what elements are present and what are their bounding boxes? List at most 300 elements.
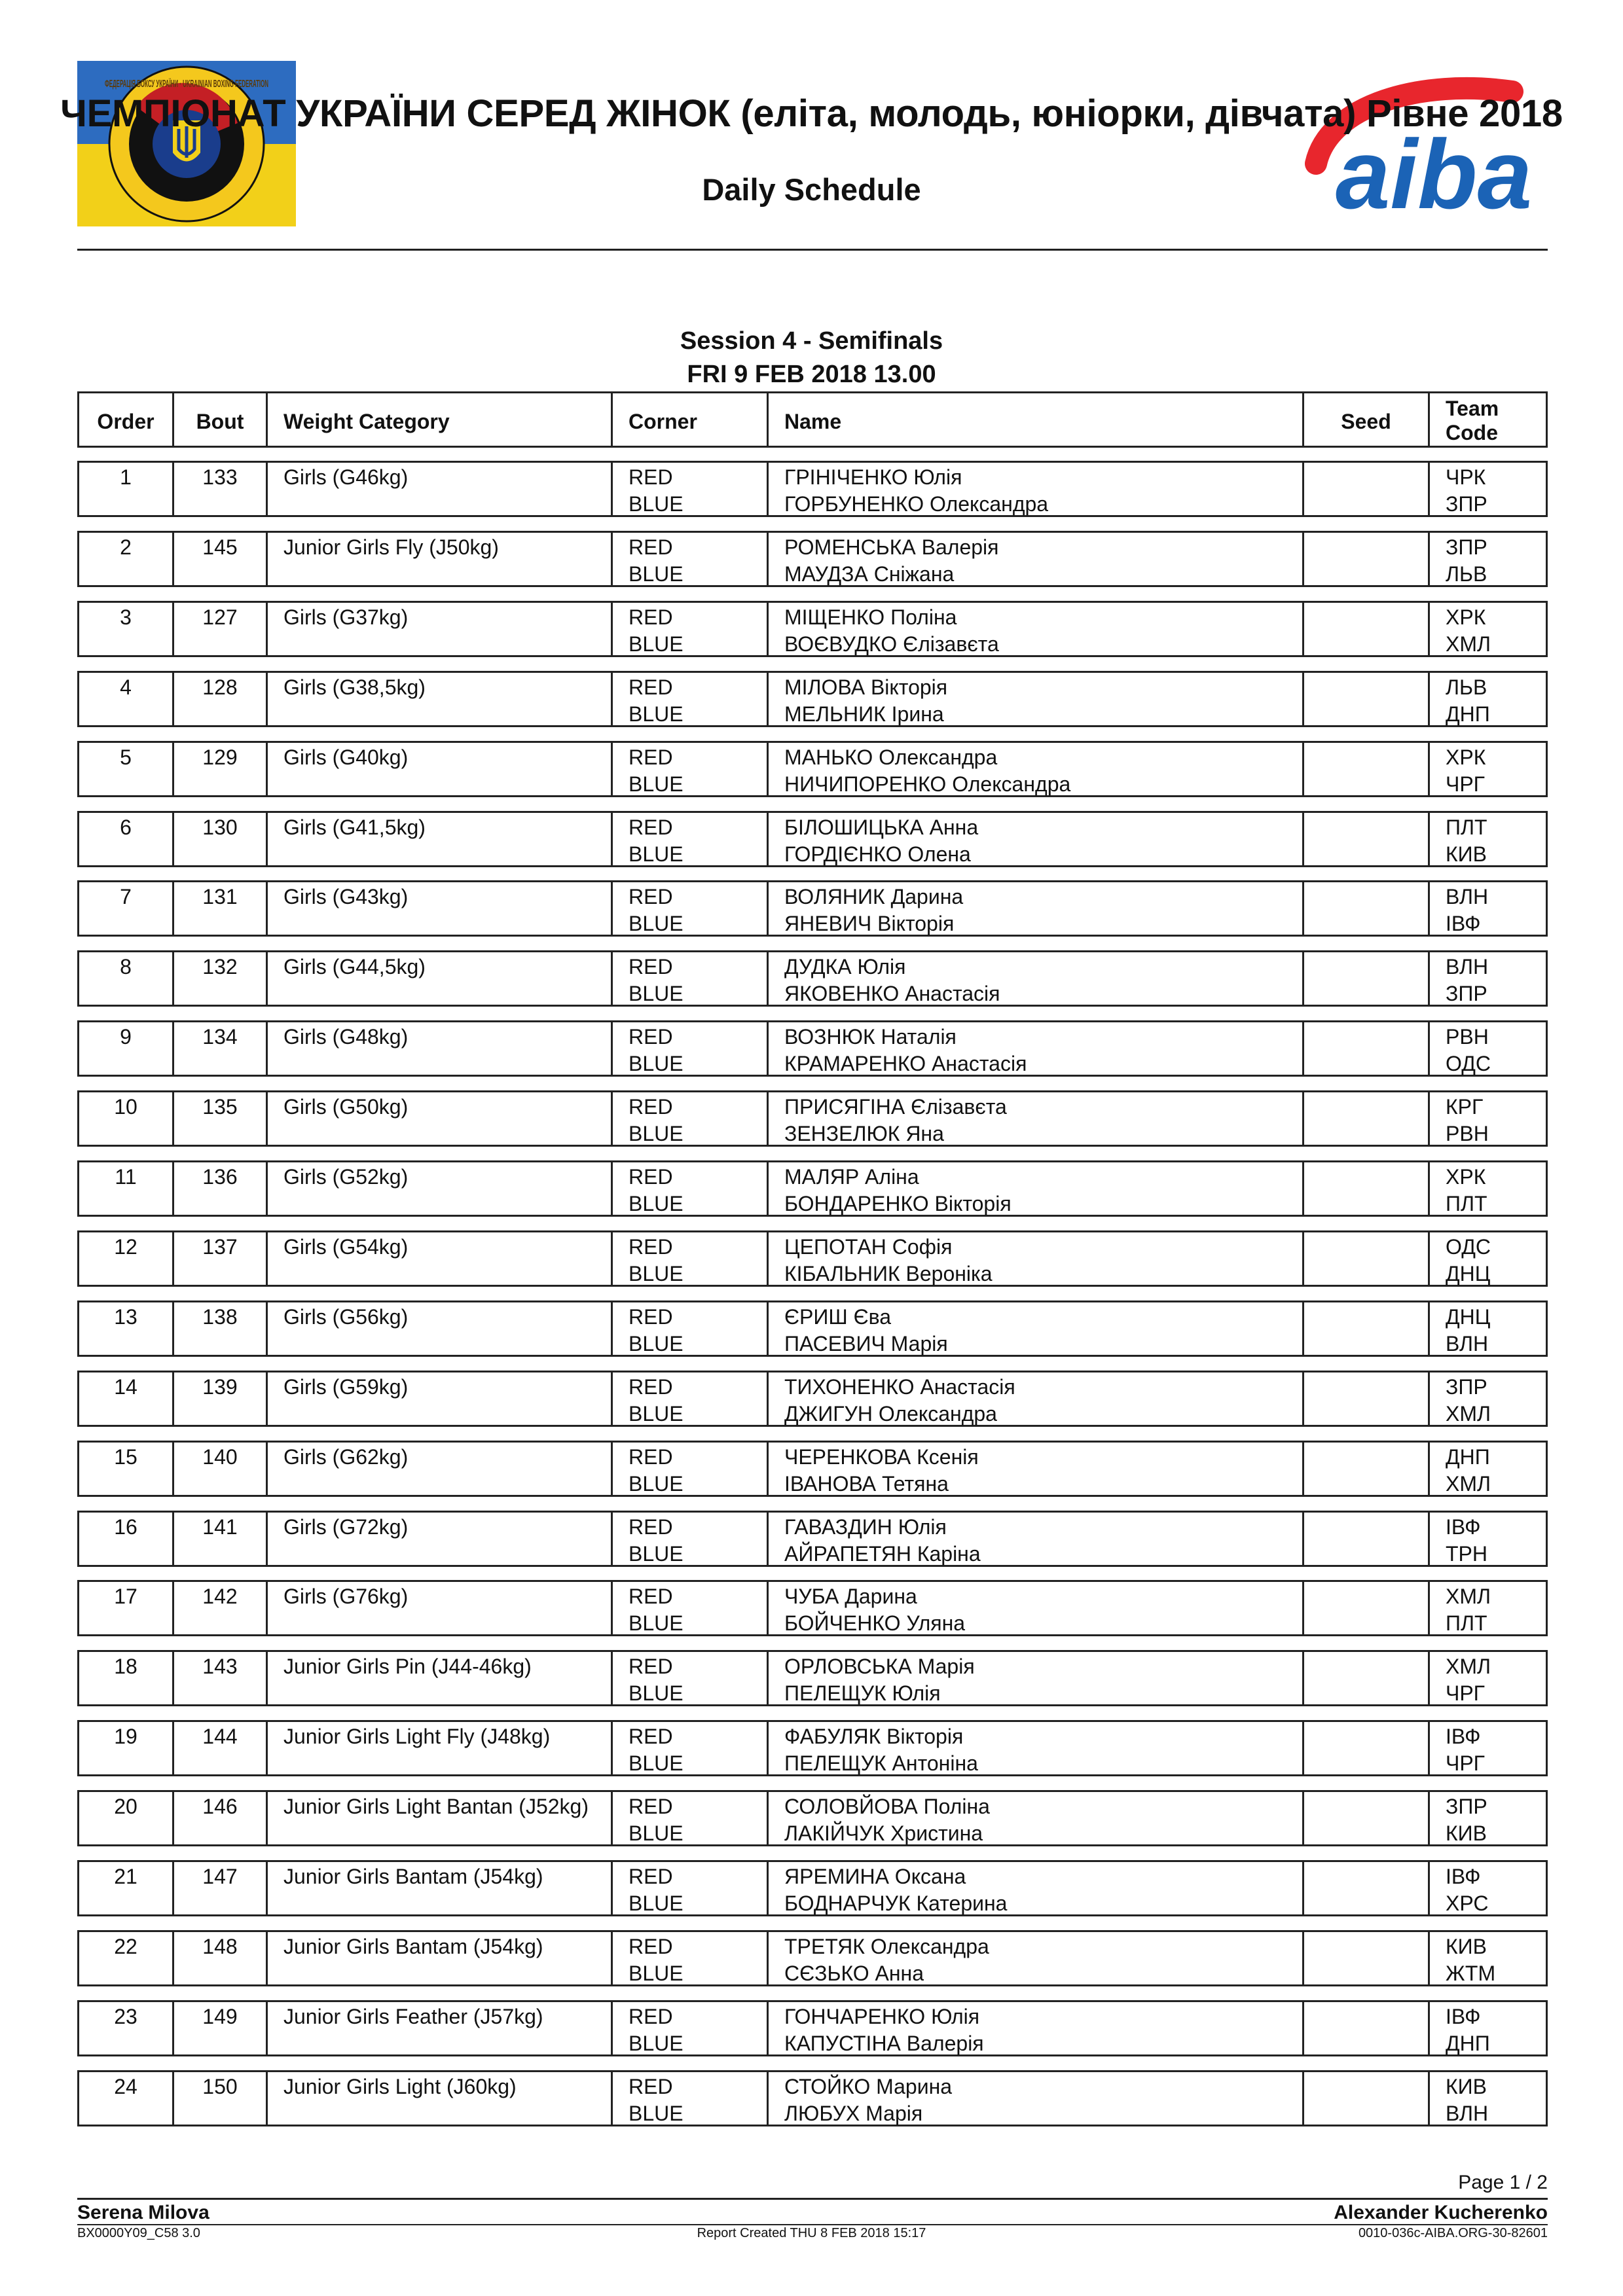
cell-weight: Girls (G44,5kg) — [283, 955, 426, 978]
blue-boxer-name: ІВАНОВА Тетяна — [784, 1472, 949, 1496]
red-boxer-name: ГАВАЗДИН Юлія — [784, 1515, 947, 1539]
seed — [1302, 533, 1428, 585]
bout-order — [79, 463, 172, 515]
bout-order — [79, 2002, 172, 2054]
corner-blue: BLUE — [629, 1472, 684, 1496]
weight-category — [266, 813, 611, 865]
bout-order — [79, 1722, 172, 1774]
blue-boxer-name: ЯКОВЕНКО Анастасія — [784, 982, 1000, 1005]
cell-bout: 133 — [202, 465, 238, 489]
cell-weight: Girls (G38,5kg) — [283, 675, 426, 699]
blue-boxer-name: БОДНАРЧУК Катерина — [784, 1892, 1008, 1915]
blue-boxer-name: АЙРАПЕТЯН Каріна — [784, 1542, 981, 1566]
seed — [1302, 2072, 1428, 2125]
corner-blue: BLUE — [629, 1611, 684, 1635]
team-codes — [1428, 1582, 1546, 1634]
cell-bout: 131 — [202, 885, 238, 908]
red-team-code: ХРК — [1446, 1165, 1486, 1189]
corner-red: RED — [629, 1165, 673, 1189]
corner-blue: BLUE — [629, 982, 684, 1005]
table-row — [77, 880, 1548, 937]
blue-boxer-name: КІБАЛЬНИК Вероніка — [784, 1262, 993, 1285]
bout-order — [79, 743, 172, 795]
corner — [611, 1092, 767, 1145]
table-row — [77, 671, 1548, 727]
team-codes — [1428, 1862, 1546, 1914]
corner-red: RED — [629, 955, 673, 978]
seed — [1302, 952, 1428, 1005]
blue-boxer-name: МЕЛЬНИК Ірина — [784, 702, 944, 726]
blue-boxer-name: ЛАКІЙЧУК Христина — [784, 1821, 983, 1845]
blue-boxer-name: ПАСЕВИЧ Марія — [784, 1332, 948, 1355]
weight-category — [266, 533, 611, 585]
session-date: FRI 9 FEB 2018 13.00 — [687, 361, 936, 388]
cell-order: 22 — [114, 1935, 137, 1958]
blue-team-code: РВН — [1446, 1122, 1489, 1145]
red-team-code: ІВФ — [1446, 1725, 1481, 1748]
corner-blue: BLUE — [629, 1332, 684, 1355]
red-boxer-name: ПРИСЯГІНА Єлізавєта — [784, 1095, 1007, 1119]
red-boxer-name: ГРІНІЧЕНКО Юлія — [784, 465, 962, 489]
corner-blue: BLUE — [629, 1821, 684, 1845]
boxer-names — [767, 1372, 1302, 1425]
seed — [1302, 1722, 1428, 1774]
footer-divider-2 — [77, 2224, 1548, 2225]
table-row — [77, 461, 1548, 517]
cell-order: 7 — [120, 885, 132, 908]
cell-weight: Girls (G59kg) — [283, 1375, 409, 1399]
corner — [611, 1162, 767, 1215]
corner-blue: BLUE — [629, 1751, 684, 1775]
report-created: Report Created THU 8 FEB 2018 15:17 — [697, 2226, 926, 2240]
corner-red: RED — [629, 675, 673, 699]
corner — [611, 673, 767, 725]
cell-order: 14 — [114, 1375, 137, 1399]
weight-category — [266, 673, 611, 725]
corner — [611, 1443, 767, 1495]
corner-red: RED — [629, 1585, 673, 1608]
table-row — [77, 1650, 1548, 1706]
team-codes — [1428, 1513, 1546, 1565]
header-divider — [77, 249, 1548, 251]
table-row — [77, 1720, 1548, 1776]
table-header — [77, 391, 1548, 448]
table-row — [77, 1160, 1548, 1217]
blue-boxer-name: НИЧИПОРЕНКО Олександра — [784, 772, 1071, 796]
weight-category — [266, 2072, 611, 2125]
red-boxer-name: БІЛОШИЦЬКА Анна — [784, 816, 979, 839]
corner — [611, 1232, 767, 1285]
weight-category — [266, 1513, 611, 1565]
boxer-names — [767, 1443, 1302, 1495]
team-codes — [1428, 882, 1546, 935]
seed — [1302, 673, 1428, 725]
weight-category — [266, 743, 611, 795]
red-team-code: КИВ — [1446, 2075, 1487, 2098]
blue-team-code: ЧРГ — [1446, 772, 1485, 796]
cell-weight: Junior Girls Bantam (J54kg) — [283, 1865, 543, 1888]
red-boxer-name: СОЛОВЙОВА Поліна — [784, 1795, 990, 1818]
red-boxer-name: ГОНЧАРЕНКО Юлія — [784, 2005, 980, 2028]
header-team-code — [1428, 393, 1546, 446]
corner — [611, 1302, 767, 1355]
cell-bout: 132 — [202, 955, 238, 978]
red-boxer-name: ЦЕПОТАН Софія — [784, 1235, 953, 1259]
weight-category — [266, 603, 611, 655]
bout-number — [172, 673, 266, 725]
blue-team-code: ХМЛ — [1446, 1402, 1491, 1426]
corner — [611, 813, 767, 865]
blue-boxer-name: ГОРДІЄНКО Олена — [784, 842, 971, 866]
cell-order: 18 — [114, 1655, 137, 1678]
red-boxer-name: МАЛЯР Аліна — [784, 1165, 919, 1189]
cell-bout: 149 — [202, 2005, 238, 2028]
weight-category — [266, 1652, 611, 1704]
bout-number — [172, 463, 266, 515]
cell-weight: Girls (G37kg) — [283, 605, 409, 629]
header-team-code-line1: Team — [1446, 397, 1499, 420]
corner-red: RED — [629, 1655, 673, 1678]
cell-weight: Junior Girls Light Bantan (J52kg) — [283, 1795, 589, 1818]
blue-team-code: ПЛТ — [1446, 1192, 1487, 1215]
table-row — [77, 1441, 1548, 1497]
weight-category — [266, 952, 611, 1005]
cell-order: 21 — [114, 1865, 137, 1888]
table-row — [77, 601, 1548, 657]
bout-order — [79, 673, 172, 725]
seed — [1302, 2002, 1428, 2054]
corner-blue: BLUE — [629, 1052, 684, 1075]
cell-order: 13 — [114, 1305, 137, 1329]
seed — [1302, 1162, 1428, 1215]
cell-bout: 148 — [202, 1935, 238, 1958]
cell-bout: 145 — [202, 535, 238, 559]
weight-category — [266, 1022, 611, 1075]
cell-weight: Girls (G62kg) — [283, 1445, 409, 1469]
cell-weight: Girls (G76kg) — [283, 1585, 409, 1608]
team-codes — [1428, 1162, 1546, 1215]
seed — [1302, 1652, 1428, 1704]
red-boxer-name: СТОЙКО Марина — [784, 2075, 953, 2098]
weight-category — [266, 1862, 611, 1914]
team-codes — [1428, 1443, 1546, 1495]
cell-bout: 127 — [202, 605, 238, 629]
cell-order: 10 — [114, 1095, 137, 1119]
red-team-code: ХРК — [1446, 745, 1486, 769]
corner-red: RED — [629, 465, 673, 489]
cell-weight: Girls (G50kg) — [283, 1095, 409, 1119]
weight-category — [266, 1722, 611, 1774]
blue-boxer-name: БОЙЧЕНКО Уляна — [784, 1611, 966, 1635]
corner-blue: BLUE — [629, 1892, 684, 1915]
header-order: Order — [97, 410, 155, 433]
cell-weight: Junior Girls Light Fly (J48kg) — [283, 1725, 551, 1748]
blue-team-code: ТРН — [1446, 1542, 1487, 1566]
table-row — [77, 1090, 1548, 1147]
boxer-names — [767, 1722, 1302, 1774]
bout-order — [79, 1162, 172, 1215]
bout-order — [79, 1932, 172, 1984]
cell-bout: 141 — [202, 1515, 238, 1539]
corner-red: RED — [629, 745, 673, 769]
blue-team-code: ДНП — [1446, 2032, 1490, 2055]
corner-blue: BLUE — [629, 1962, 684, 1985]
red-boxer-name: МІЩЕНКО Поліна — [784, 605, 957, 629]
header-corner: Corner — [611, 393, 767, 446]
weight-category — [266, 2002, 611, 2054]
bout-number — [172, 1932, 266, 1984]
team-codes — [1428, 533, 1546, 585]
cell-order: 1 — [120, 465, 132, 489]
red-boxer-name: ТИХОНЕНКО Анастасія — [784, 1375, 1015, 1399]
bout-number — [172, 1652, 266, 1704]
footer-divider — [77, 2198, 1548, 2200]
team-codes — [1428, 1022, 1546, 1075]
page-number: Page 1 / 2 — [1458, 2172, 1548, 2193]
bout-number — [172, 1722, 266, 1774]
red-boxer-name: ЧЕРЕНКОВА Ксенія — [784, 1445, 979, 1469]
boxer-names — [767, 2072, 1302, 2125]
seed — [1302, 1092, 1428, 1145]
corner-red: RED — [629, 1095, 673, 1119]
bout-number — [172, 533, 266, 585]
team-codes — [1428, 952, 1546, 1005]
red-boxer-name: ЧУБА Дарина — [784, 1585, 917, 1608]
corner — [611, 1372, 767, 1425]
blue-team-code: ЛЬВ — [1446, 562, 1487, 586]
cell-order: 8 — [120, 955, 132, 978]
cell-order: 23 — [114, 2005, 137, 2028]
blue-boxer-name: ЗЕНЗЕЛЮК Яна — [784, 1122, 944, 1145]
red-team-code: ХМЛ — [1446, 1585, 1491, 1608]
team-codes — [1428, 813, 1546, 865]
cell-weight: Girls (G46kg) — [283, 465, 409, 489]
team-codes — [1428, 2072, 1546, 2125]
seed — [1302, 1232, 1428, 1285]
table-row — [77, 1860, 1548, 1916]
cell-order: 11 — [115, 1165, 137, 1189]
blue-boxer-name: ПЕЛЕЩУК Юлія — [784, 1681, 941, 1705]
boxer-names — [767, 1582, 1302, 1634]
weight-category — [266, 463, 611, 515]
red-team-code: ДНП — [1446, 1445, 1490, 1469]
cell-order: 24 — [114, 2075, 137, 2098]
blue-team-code: ОДС — [1446, 1052, 1491, 1075]
red-team-code: ІВФ — [1446, 1515, 1481, 1539]
red-boxer-name: ТРЕТЯК Олександра — [784, 1935, 989, 1958]
bout-number — [172, 1162, 266, 1215]
bout-number — [172, 1513, 266, 1565]
seed — [1302, 1862, 1428, 1914]
document-subtitle: Daily Schedule — [702, 172, 921, 207]
table-row — [77, 1300, 1548, 1357]
cell-bout: 137 — [202, 1235, 238, 1259]
document-code: 0010-036c-AIBA.ORG-30-82601 — [1358, 2226, 1548, 2240]
seed — [1302, 1513, 1428, 1565]
corner — [611, 1792, 767, 1844]
blue-team-code: ВЛН — [1446, 2102, 1489, 2125]
red-boxer-name: МАНЬКО Олександра — [784, 745, 998, 769]
corner — [611, 882, 767, 935]
red-team-code: РВН — [1446, 1025, 1489, 1049]
weight-category — [266, 1092, 611, 1145]
bout-order — [79, 1443, 172, 1495]
table-row — [77, 1371, 1548, 1427]
bout-order — [79, 1092, 172, 1145]
header-team-code-line2: Code — [1446, 421, 1498, 444]
boxer-names — [767, 1022, 1302, 1075]
red-boxer-name: ВОЗНЮК Наталія — [784, 1025, 957, 1049]
team-codes — [1428, 1092, 1546, 1145]
cell-bout: 146 — [202, 1795, 238, 1818]
team-codes — [1428, 1722, 1546, 1774]
blue-team-code: ХМЛ — [1446, 1472, 1491, 1496]
cell-bout: 142 — [202, 1585, 238, 1608]
team-codes — [1428, 1652, 1546, 1704]
cell-bout: 138 — [202, 1305, 238, 1329]
corner-blue: BLUE — [629, 632, 684, 656]
red-team-code: ЗПР — [1446, 1375, 1487, 1399]
blue-team-code: ІВФ — [1446, 912, 1481, 935]
cell-bout: 136 — [202, 1165, 238, 1189]
red-team-code: КРГ — [1446, 1095, 1484, 1119]
boxer-names — [767, 463, 1302, 515]
bout-order — [79, 1582, 172, 1634]
boxer-names — [767, 1513, 1302, 1565]
table-row — [77, 811, 1548, 867]
corner-red: RED — [629, 1865, 673, 1888]
red-boxer-name: ЯРЕМИНА Оксана — [784, 1865, 966, 1888]
blue-boxer-name: ЯНЕВИЧ Вікторія — [784, 912, 955, 935]
corner-red: RED — [629, 2005, 673, 2028]
blue-boxer-name: ДЖИГУН Олександра — [784, 1402, 997, 1426]
bout-number — [172, 813, 266, 865]
boxer-names — [767, 813, 1302, 865]
corner-blue: BLUE — [629, 1262, 684, 1285]
cell-order: 2 — [120, 535, 132, 559]
cell-weight: Girls (G72kg) — [283, 1515, 409, 1539]
bout-number — [172, 1443, 266, 1495]
table-row — [77, 1790, 1548, 1846]
red-boxer-name: ЄРИШ Єва — [784, 1305, 891, 1329]
seed — [1302, 1022, 1428, 1075]
corner — [611, 952, 767, 1005]
team-codes — [1428, 603, 1546, 655]
boxer-names — [767, 673, 1302, 725]
cell-bout: 150 — [202, 2075, 238, 2098]
corner-blue: BLUE — [629, 2032, 684, 2055]
cell-weight: Junior Girls Light (J60kg) — [283, 2075, 517, 2098]
table-row — [77, 1580, 1548, 1636]
boxer-names — [767, 743, 1302, 795]
boxer-names — [767, 603, 1302, 655]
red-team-code: ДНЦ — [1446, 1305, 1491, 1329]
team-codes — [1428, 743, 1546, 795]
corner-red: RED — [629, 1445, 673, 1469]
bout-order — [79, 882, 172, 935]
red-team-code: ОДС — [1446, 1235, 1491, 1259]
blue-boxer-name: МАУДЗА Сніжана — [784, 562, 955, 586]
red-team-code: ЛЬВ — [1446, 675, 1487, 699]
red-boxer-name: МІЛОВА Вікторія — [784, 675, 948, 699]
cell-weight: Girls (G52kg) — [283, 1165, 409, 1189]
red-boxer-name: РОМЕНСЬКА Валерія — [784, 535, 999, 559]
cell-weight: Junior Girls Feather (J57kg) — [283, 2005, 543, 2028]
bout-number — [172, 2072, 266, 2125]
header-name: Name — [767, 393, 1302, 446]
cell-weight: Junior Girls Pin (J44-46kg) — [283, 1655, 532, 1678]
weight-category — [266, 1932, 611, 1984]
cell-bout: 129 — [202, 745, 238, 769]
red-team-code: ХМЛ — [1446, 1655, 1491, 1678]
cell-weight: Girls (G40kg) — [283, 745, 409, 769]
corner-red: RED — [629, 2075, 673, 2098]
cell-order: 16 — [114, 1515, 137, 1539]
red-team-code: ВЛН — [1446, 955, 1489, 978]
blue-boxer-name: ВОЄВУДКО Єлізавєта — [784, 632, 999, 656]
seed — [1302, 813, 1428, 865]
table-row — [77, 1930, 1548, 1986]
cell-bout: 128 — [202, 675, 238, 699]
red-team-code: ЗПР — [1446, 535, 1487, 559]
bout-order — [79, 533, 172, 585]
left-signatory: Serena Milova — [77, 2202, 210, 2223]
weight-category — [266, 1792, 611, 1844]
document-title: ЧЕМПІОНАТ УКРАЇНИ СЕРЕД ЖІНОК (еліта, молодь, юніорки, дівчата) Рівне 2018 — [60, 92, 1563, 135]
blue-boxer-name: КАПУСТІНА Валерія — [784, 2032, 984, 2055]
weight-category — [266, 1302, 611, 1355]
cell-weight: Girls (G48kg) — [283, 1025, 409, 1049]
aiba-logo-text: aiba — [1335, 119, 1533, 229]
corner — [611, 603, 767, 655]
blue-boxer-name: СЄЗЬКО Анна — [784, 1962, 924, 1985]
corner — [611, 1022, 767, 1075]
corner-red: RED — [629, 816, 673, 839]
cell-order: 15 — [114, 1445, 137, 1469]
boxer-names — [767, 1302, 1302, 1355]
boxer-names — [767, 1932, 1302, 1984]
seed — [1302, 463, 1428, 515]
cell-bout: 134 — [202, 1025, 238, 1049]
corner — [611, 1652, 767, 1704]
bout-number — [172, 1582, 266, 1634]
table-row — [77, 531, 1548, 587]
corner — [611, 1932, 767, 1984]
cell-weight: Girls (G41,5kg) — [283, 816, 426, 839]
red-team-code: ІВФ — [1446, 1865, 1481, 1888]
corner-red: RED — [629, 1935, 673, 1958]
cell-order: 17 — [114, 1585, 137, 1608]
red-boxer-name: ОРЛОВСЬКА Марія — [784, 1655, 975, 1678]
bout-order — [79, 813, 172, 865]
bout-order — [79, 1372, 172, 1425]
corner-red: RED — [629, 1725, 673, 1748]
corner — [611, 533, 767, 585]
bout-order — [79, 2072, 172, 2125]
corner — [611, 2002, 767, 2054]
boxer-names — [767, 533, 1302, 585]
corner-red: RED — [629, 535, 673, 559]
cell-bout: 144 — [202, 1725, 238, 1748]
table-row — [77, 1230, 1548, 1287]
seed — [1302, 743, 1428, 795]
bout-number — [172, 1862, 266, 1914]
cell-order: 19 — [114, 1725, 137, 1748]
bout-number — [172, 1792, 266, 1844]
boxer-names — [767, 882, 1302, 935]
red-team-code: ПЛТ — [1446, 816, 1487, 839]
bout-number — [172, 603, 266, 655]
